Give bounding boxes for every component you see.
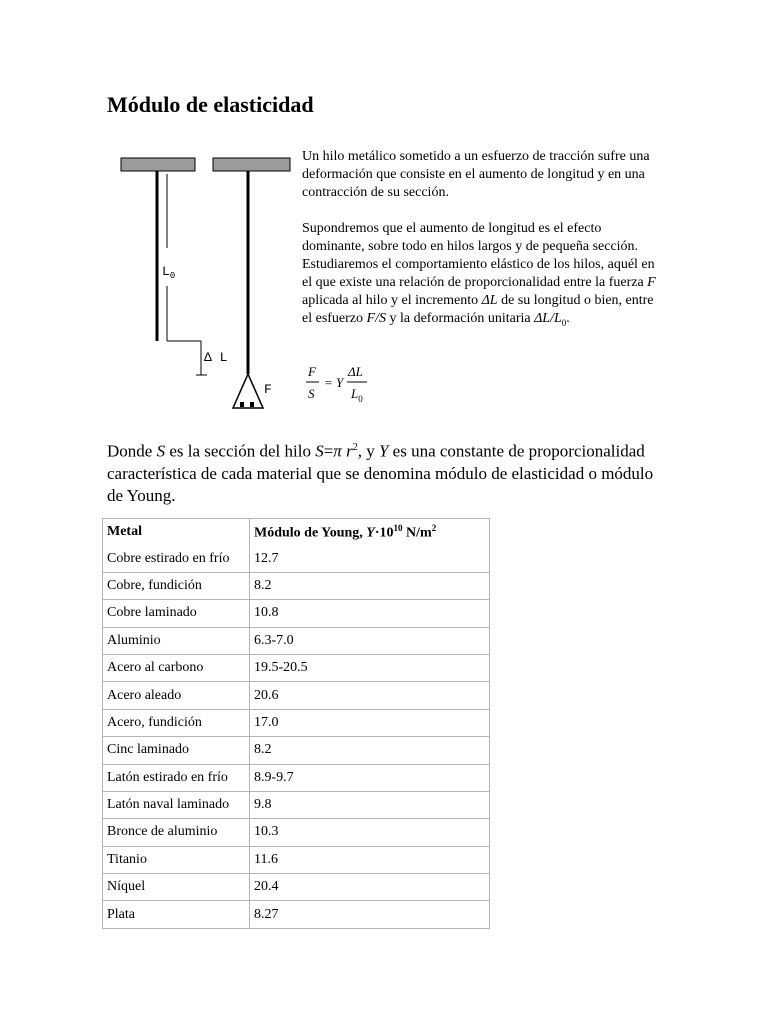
young-modulus-table (102, 518, 490, 929)
table-row (103, 710, 489, 737)
formula-equals: = Y (324, 375, 344, 390)
table-header-row (103, 519, 489, 545)
formula-F: F (308, 364, 316, 379)
cell-metal: Acero al carbono (103, 655, 250, 682)
left-support-bar (121, 158, 195, 171)
table-row (103, 573, 489, 600)
cell-metal: Aluminio (103, 628, 250, 655)
cell-metal: Acero, fundición (103, 710, 250, 737)
force-label: F (264, 382, 272, 397)
cell-value: 6.3-7.0 (250, 628, 489, 655)
cell-value: 17.0 (250, 710, 489, 737)
cell-metal: Titanio (103, 847, 250, 874)
young-formula (303, 360, 383, 410)
cell-value: 8.9-9.7 (250, 765, 489, 792)
cell-value: 10.8 (250, 600, 489, 627)
cell-metal: Acero aleado (103, 682, 250, 709)
cell-value: 10.3 (250, 819, 489, 846)
increment-label: Δ L (204, 350, 228, 365)
cell-metal: Plata (103, 901, 250, 927)
description-paragraph-1: Un hilo metálico sometido a un esfuerzo de tracción sufre una deformación que consiste en el aumento de longitud y en una contracción de su sección. (302, 149, 650, 200)
table-row (103, 792, 489, 819)
table-row (103, 545, 489, 572)
header-metal: Metal (103, 519, 250, 545)
cell-metal: Cobre laminado (103, 600, 250, 627)
weight-foot-right (250, 402, 254, 407)
cell-value: 8.27 (254, 906, 279, 922)
table-row (103, 819, 489, 846)
formula-L0: $L_0$ (351, 386, 363, 404)
cell-value: 12.7 (250, 545, 489, 572)
cell-metal: Cinc laminado (103, 737, 250, 764)
cell-value: 19.5-20.5 (250, 655, 489, 682)
length-label: $L_0$ (162, 264, 176, 281)
table-row (103, 765, 489, 792)
table-row (103, 847, 489, 874)
cell-value: 11.6 (250, 847, 489, 874)
intro-paragraph: Donde S es la sección del hilo S=π $r^2$, y Y es una constante de proporcionalidad característica de cada material que se denomina módulo de elasticidad o módulo de Young. (107, 441, 654, 505)
cell-metal: Cobre estirado en frío (103, 545, 250, 572)
description-paragraph-2: Supondremos que el aumento de longitud es el efecto dominante, sobre todo en hilos largos y de pequeña sección. Estudiaremos el comportamiento elástico de los hilos, aquél en el que existe una relación de proporcionalidad entre la fuerza F aplicada al hilo y el incremento ΔL de su longitud o bien, entre el esfuerzo F/S y la deformación unitaria $\Delta L/L_0$. (302, 221, 656, 328)
cell-value: 20.6 (250, 682, 489, 709)
cell-value: 8.2 (250, 573, 489, 600)
cell-value: 9.8 (250, 792, 489, 819)
table-row (103, 874, 489, 901)
header-young-modulus: Módulo de Young, $Y\cdot 10^{10}$ $N/m^2$ (254, 522, 437, 541)
cell-metal: Latón naval laminado (103, 792, 250, 819)
table-row (103, 600, 489, 627)
cell-metal: Níquel (103, 874, 250, 901)
formula-S: S (308, 386, 315, 401)
cell-metal: Cobre, fundición (103, 573, 250, 600)
cell-value: 20.4 (250, 874, 489, 901)
table-row (103, 628, 489, 655)
cell-metal: Bronce de aluminio (103, 819, 250, 846)
formula-dL: ΔL (348, 364, 363, 379)
table-row (103, 901, 489, 927)
cell-value: 8.2 (250, 737, 489, 764)
page-title: Módulo de elasticidad (107, 92, 314, 117)
table-row (103, 655, 489, 682)
weight-triangle (233, 374, 263, 408)
wire-diagram (112, 148, 297, 418)
weight-foot-left (240, 402, 244, 407)
table-row (103, 737, 489, 764)
description-text (302, 148, 662, 350)
table-row (103, 682, 489, 709)
cell-metal: Latón estirado en frío (103, 765, 250, 792)
right-support-bar (213, 158, 290, 171)
